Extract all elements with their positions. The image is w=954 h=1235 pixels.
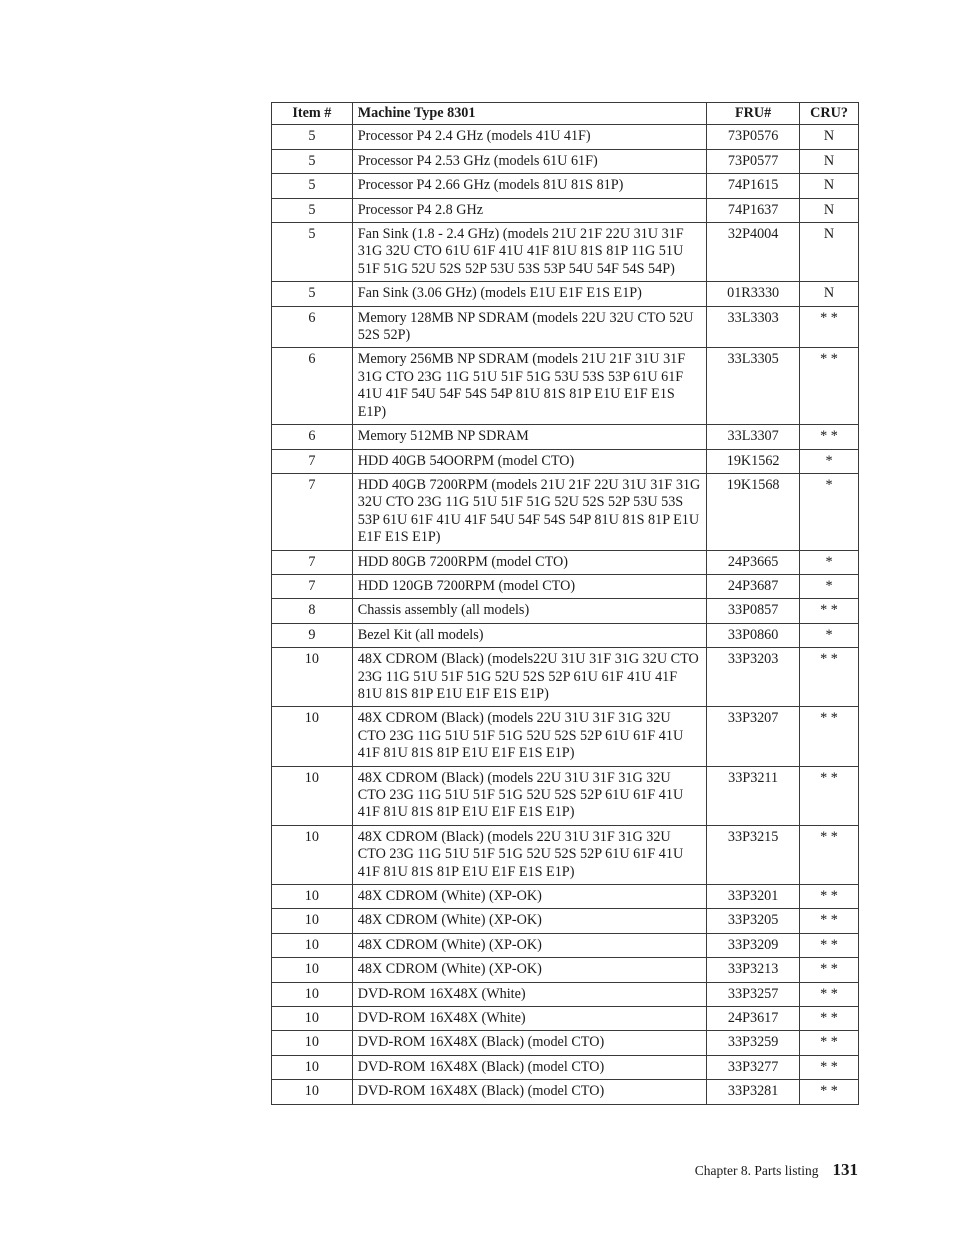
cell-cru: * * — [800, 766, 859, 825]
header-row — [272, 103, 859, 125]
cell-cru: N — [800, 149, 859, 173]
cell-description: HDD 120GB 7200RPM (model CTO) — [352, 574, 706, 598]
cell-cru: * * — [800, 825, 859, 884]
cell-description: Memory 512MB NP SDRAM — [352, 425, 706, 449]
cell-item-number: 5 — [272, 223, 353, 282]
cell-description: Fan Sink (3.06 GHz) (models E1U E1F E1S E1P) — [352, 282, 706, 306]
cell-cru: * * — [800, 1055, 859, 1079]
table-row — [272, 574, 859, 598]
cell-cru: * * — [800, 425, 859, 449]
cell-description: Bezel Kit (all models) — [352, 623, 706, 647]
cell-item-number: 6 — [272, 348, 353, 425]
header-fru-number: FRU# — [707, 103, 800, 125]
header-machine-type: Machine Type 8301 — [352, 103, 706, 125]
cell-cru: N — [800, 223, 859, 282]
cell-fru-number: 33L3307 — [707, 425, 800, 449]
table-row — [272, 282, 859, 306]
cell-item-number: 6 — [272, 306, 353, 348]
table-row — [272, 958, 859, 982]
cell-item-number: 10 — [272, 648, 353, 707]
table-row — [272, 623, 859, 647]
cell-description: Fan Sink (1.8 - 2.4 GHz) (models 21U 21F 22U 31U 31F 31G 32U CTO 61U 61F 41U 41F 81U 81S 81P 11G 51U 51F 51G 52U 52S 52P 53U 53S 53P 54U 54F 54S 54P) — [352, 223, 706, 282]
cell-description: 48X CDROM (Black) (models 22U 31U 31F 31G 32U CTO 23G 11G 51U 51F 51G 52U 52S 52P 61U 61F 41U 41F 81U 81S 81P E1U E1F E1S E1P) — [352, 707, 706, 766]
cell-fru-number: 33P3207 — [707, 707, 800, 766]
cell-cru: * * — [800, 707, 859, 766]
cell-description: Processor P4 2.66 GHz (models 81U 81S 81P) — [352, 174, 706, 198]
table-row — [272, 306, 859, 348]
cell-cru: * * — [800, 599, 859, 623]
table-row — [272, 425, 859, 449]
cell-fru-number: 33P3259 — [707, 1031, 800, 1055]
cell-fru-number: 74P1615 — [707, 174, 800, 198]
cell-item-number: 10 — [272, 766, 353, 825]
table-row — [272, 348, 859, 425]
cell-fru-number: 33P0860 — [707, 623, 800, 647]
cell-description: HDD 40GB 54OORPM (model CTO) — [352, 449, 706, 473]
page-footer — [695, 1160, 858, 1180]
header-cru: CRU? — [800, 103, 859, 125]
cell-item-number: 7 — [272, 550, 353, 574]
table-body — [272, 125, 859, 1104]
cell-cru: * * — [800, 648, 859, 707]
cell-cru: N — [800, 198, 859, 222]
cell-cru: * * — [800, 306, 859, 348]
cell-cru: * * — [800, 1007, 859, 1031]
cell-fru-number: 33P3213 — [707, 958, 800, 982]
table-row — [272, 223, 859, 282]
cell-item-number: 5 — [272, 174, 353, 198]
cell-fru-number: 73P0577 — [707, 149, 800, 173]
cell-description: Chassis assembly (all models) — [352, 599, 706, 623]
cell-description: 48X CDROM (White) (XP-OK) — [352, 933, 706, 957]
cell-description: Processor P4 2.8 GHz — [352, 198, 706, 222]
cell-description: 48X CDROM (White) (XP-OK) — [352, 885, 706, 909]
cell-item-number: 10 — [272, 1055, 353, 1079]
cell-fru-number: 19K1568 — [707, 473, 800, 550]
cell-fru-number: 33P3203 — [707, 648, 800, 707]
table-row — [272, 766, 859, 825]
table-row — [272, 125, 859, 149]
cell-description: HDD 80GB 7200RPM (model CTO) — [352, 550, 706, 574]
cell-cru: * * — [800, 1031, 859, 1055]
cell-cru: N — [800, 125, 859, 149]
cell-item-number: 7 — [272, 574, 353, 598]
table-row — [272, 149, 859, 173]
cell-item-number: 5 — [272, 149, 353, 173]
cell-fru-number: 74P1637 — [707, 198, 800, 222]
cell-item-number: 10 — [272, 885, 353, 909]
header-item-number: Item # — [272, 103, 353, 125]
cell-cru: * * — [800, 909, 859, 933]
table-row — [272, 473, 859, 550]
cell-fru-number: 24P3687 — [707, 574, 800, 598]
cell-description: DVD-ROM 16X48X (Black) (model CTO) — [352, 1031, 706, 1055]
cell-cru: N — [800, 282, 859, 306]
cell-fru-number: 73P0576 — [707, 125, 800, 149]
cell-cru: * — [800, 623, 859, 647]
table-row — [272, 449, 859, 473]
cell-fru-number: 24P3665 — [707, 550, 800, 574]
table-row — [272, 1080, 859, 1104]
cell-description: DVD-ROM 16X48X (Black) (model CTO) — [352, 1055, 706, 1079]
cell-item-number: 10 — [272, 1080, 353, 1104]
cell-description: 48X CDROM (Black) (models 22U 31U 31F 31G 32U CTO 23G 11G 51U 51F 51G 52U 52S 52P 61U 61F 41U 41F 81U 81S 81P E1U E1F E1S E1P) — [352, 825, 706, 884]
cell-cru: * — [800, 449, 859, 473]
cell-item-number: 10 — [272, 933, 353, 957]
cell-cru: * * — [800, 933, 859, 957]
cell-item-number: 5 — [272, 198, 353, 222]
cell-fru-number: 33P3211 — [707, 766, 800, 825]
chapter-title: Chapter 8. Parts listing — [694, 1163, 819, 1178]
cell-description: Memory 128MB NP SDRAM (models 22U 32U CTO 52U 52S 52P) — [352, 306, 706, 348]
cell-cru: * — [800, 574, 859, 598]
cell-fru-number: 33P3281 — [707, 1080, 800, 1104]
table-row — [272, 825, 859, 884]
cell-item-number: 7 — [272, 449, 353, 473]
cell-item-number: 10 — [272, 1031, 353, 1055]
cell-cru: * — [800, 473, 859, 550]
cell-fru-number: 33P3201 — [707, 885, 800, 909]
cell-description: DVD-ROM 16X48X (White) — [352, 1007, 706, 1031]
cell-fru-number: 33L3303 — [707, 306, 800, 348]
table-row — [272, 909, 859, 933]
cell-description: DVD-ROM 16X48X (White) — [352, 982, 706, 1006]
cell-cru: * — [800, 550, 859, 574]
table-row — [272, 599, 859, 623]
cell-description: Memory 256MB NP SDRAM (models 21U 21F 31U 31F 31G CTO 23G 11G 51U 51F 51G 53U 53S 53P 61U 61F 41U 41F 54U 54F 54S 54P 81U 81S 81P E1U E1F E1S E1P) — [352, 348, 706, 425]
cell-fru-number: 33P3205 — [707, 909, 800, 933]
cell-item-number: 8 — [272, 599, 353, 623]
cell-fru-number: 33P0857 — [707, 599, 800, 623]
cell-description: 48X CDROM (Black) (models22U 31U 31F 31G 32U CTO 23G 11G 51U 51F 51G 52U 52S 52P 61U 61F 41U 41F 81U 81S 81P E1U E1F E1S E1P) — [352, 648, 706, 707]
cell-item-number: 10 — [272, 707, 353, 766]
cell-item-number: 5 — [272, 282, 353, 306]
cell-fru-number: 33P3209 — [707, 933, 800, 957]
cell-item-number: 5 — [272, 125, 353, 149]
cell-description: DVD-ROM 16X48X (Black) (model CTO) — [352, 1080, 706, 1104]
cell-fru-number: 33L3305 — [707, 348, 800, 425]
cell-description: 48X CDROM (White) (XP-OK) — [352, 909, 706, 933]
cell-description: Processor P4 2.4 GHz (models 41U 41F) — [352, 125, 706, 149]
cell-description: HDD 40GB 7200RPM (models 21U 21F 22U 31U 31F 31G 32U CTO 23G 11G 51U 51F 51G 52U 52S 52P 53U 53S 53P 61U 61F 41U 41F 54U 54F 54S 54P 81U 81S 81P E1U E1F E1S E1P) — [352, 473, 706, 550]
cell-cru: * * — [800, 348, 859, 425]
cell-item-number: 10 — [272, 1007, 353, 1031]
cell-item-number: 10 — [272, 909, 353, 933]
cell-fru-number: 33P3277 — [707, 1055, 800, 1079]
cell-item-number: 6 — [272, 425, 353, 449]
cell-fru-number: 33P3215 — [707, 825, 800, 884]
cell-fru-number: 32P4004 — [707, 223, 800, 282]
table-row — [272, 707, 859, 766]
cell-description: 48X CDROM (White) (XP-OK) — [352, 958, 706, 982]
cell-item-number: 9 — [272, 623, 353, 647]
cell-fru-number: 24P3617 — [707, 1007, 800, 1031]
cell-item-number: 10 — [272, 982, 353, 1006]
cell-fru-number: 33P3257 — [707, 982, 800, 1006]
table-row — [272, 198, 859, 222]
cell-item-number: 10 — [272, 958, 353, 982]
cell-cru: * * — [800, 885, 859, 909]
page-number: 131 — [832, 1160, 858, 1179]
cell-cru: * * — [800, 958, 859, 982]
table-row — [272, 885, 859, 909]
parts-table — [271, 102, 859, 1105]
table-row — [272, 1031, 859, 1055]
table-row — [272, 550, 859, 574]
cell-fru-number: 19K1562 — [707, 449, 800, 473]
table-row — [272, 648, 859, 707]
cell-item-number: 10 — [272, 825, 353, 884]
table-row — [272, 1007, 859, 1031]
cell-description: Processor P4 2.53 GHz (models 61U 61F) — [352, 149, 706, 173]
cell-cru: * * — [800, 982, 859, 1006]
cell-cru: N — [800, 174, 859, 198]
table-header — [272, 103, 859, 125]
table-row — [272, 933, 859, 957]
table-row — [272, 174, 859, 198]
table-row — [272, 1055, 859, 1079]
cell-cru: * * — [800, 1080, 859, 1104]
table-row — [272, 982, 859, 1006]
cell-item-number: 7 — [272, 473, 353, 550]
cell-fru-number: 01R3330 — [707, 282, 800, 306]
cell-description: 48X CDROM (Black) (models 22U 31U 31F 31G 32U CTO 23G 11G 51U 51F 51G 52U 52S 52P 61U 61F 41U 41F 81U 81S 81P E1U E1F E1S E1P) — [352, 766, 706, 825]
